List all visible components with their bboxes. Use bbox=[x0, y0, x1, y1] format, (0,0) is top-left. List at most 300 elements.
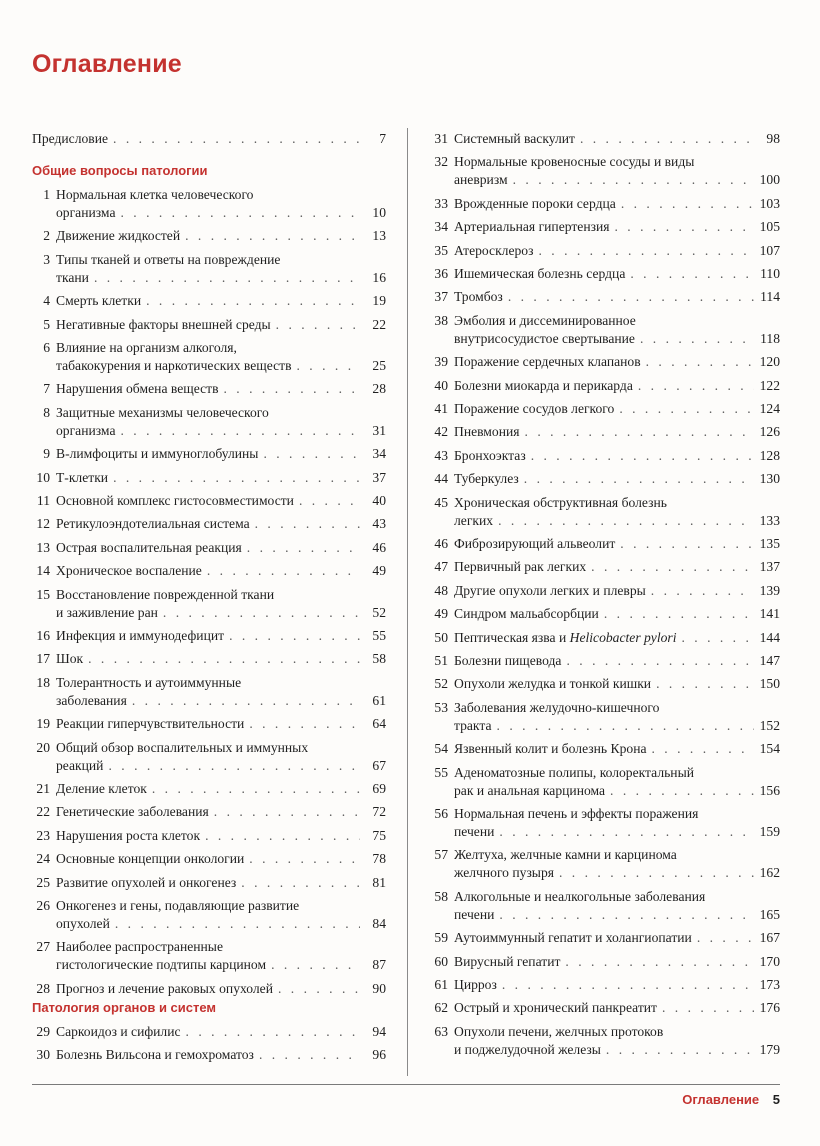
chapter-title-italic: Helicobacter pylori bbox=[569, 629, 677, 645]
leader-dots bbox=[113, 469, 360, 487]
chapter-title-line: гистологические подтипы карцином bbox=[56, 957, 267, 973]
toc-entry[interactable] bbox=[430, 242, 780, 260]
toc-entry[interactable] bbox=[430, 888, 780, 924]
section-heading: Общие вопросы патологии bbox=[32, 163, 208, 178]
leader-dots bbox=[604, 605, 754, 623]
chapter-title-line: Системный васкулит bbox=[454, 131, 575, 146]
chapter-number: 42 bbox=[434, 424, 448, 440]
toc-entry[interactable] bbox=[32, 1046, 386, 1064]
chapter-title-line: желчного пузыря bbox=[454, 865, 554, 881]
leader-dots bbox=[630, 265, 754, 283]
chapter-title-line: Эмболия и диссеминированное bbox=[454, 312, 636, 328]
page-number: 105 bbox=[759, 219, 780, 235]
toc-entry[interactable] bbox=[430, 953, 780, 971]
chapter-number: 39 bbox=[434, 354, 448, 370]
chapter-number: 51 bbox=[434, 653, 448, 668]
chapter-number: 56 bbox=[434, 806, 448, 821]
page-number: 144 bbox=[759, 629, 780, 645]
leader-dots bbox=[152, 780, 360, 798]
leader-dots bbox=[113, 130, 360, 148]
chapter-title-line: опухолей bbox=[56, 916, 110, 931]
leader-dots bbox=[146, 292, 360, 310]
leader-dots bbox=[580, 130, 754, 148]
page-number: 16 bbox=[372, 269, 386, 285]
page-number: 72 bbox=[372, 804, 386, 820]
page-number: 98 bbox=[766, 131, 780, 146]
page-number: 81 bbox=[372, 874, 386, 890]
page-number: 147 bbox=[759, 653, 780, 668]
page-number: 40 bbox=[372, 493, 386, 508]
leader-dots bbox=[559, 864, 754, 882]
leader-dots bbox=[185, 227, 360, 245]
leader-dots bbox=[249, 715, 360, 733]
toc-entry[interactable] bbox=[32, 980, 386, 998]
page-number: 130 bbox=[759, 471, 780, 487]
page-number: 78 bbox=[372, 851, 386, 867]
toc-entry[interactable] bbox=[430, 675, 780, 693]
toc-entry[interactable] bbox=[430, 535, 780, 553]
page-number: 46 bbox=[372, 539, 386, 555]
chapter-title-line: печени bbox=[454, 824, 495, 839]
chapter-number: 34 bbox=[434, 219, 448, 235]
chapter-title-line: Туберкулез bbox=[454, 471, 519, 487]
leader-dots bbox=[513, 171, 754, 189]
toc-entry[interactable] bbox=[430, 740, 780, 758]
chapter-title-line: Защитные механизмы человеческого bbox=[56, 404, 269, 420]
toc-entry[interactable] bbox=[430, 582, 780, 600]
page-title: Оглавление bbox=[32, 50, 182, 78]
page-number: 52 bbox=[372, 604, 386, 620]
chapter-title-line: Болезни миокарда и перикарда bbox=[454, 377, 633, 393]
chapter-title-line: и заживление ран bbox=[56, 604, 158, 620]
page-number: 19 bbox=[372, 293, 386, 309]
page-number: 7 bbox=[379, 131, 386, 146]
page-number: 165 bbox=[759, 906, 780, 922]
page-number: 100 bbox=[759, 172, 780, 188]
chapter-number: 47 bbox=[434, 559, 448, 575]
toc-entry[interactable] bbox=[32, 292, 386, 310]
leader-dots bbox=[606, 1041, 754, 1059]
page-number: 107 bbox=[759, 242, 780, 258]
page-number: 122 bbox=[759, 377, 780, 393]
leader-dots bbox=[565, 953, 754, 971]
chapter-number: 18 bbox=[36, 674, 50, 690]
toc-entry[interactable] bbox=[430, 1023, 780, 1059]
page-number: 154 bbox=[759, 741, 780, 757]
chapter-title-line: Т-клетки bbox=[56, 469, 109, 485]
toc-entry[interactable] bbox=[32, 492, 386, 510]
chapter-title-line: Влияние на организм алкоголя, bbox=[56, 340, 237, 355]
leader-dots bbox=[524, 470, 754, 488]
toc-entry[interactable] bbox=[32, 850, 386, 868]
toc-entry[interactable] bbox=[32, 316, 386, 334]
chapter-number: 48 bbox=[434, 582, 448, 598]
leader-dots bbox=[610, 782, 754, 800]
column-divider bbox=[407, 128, 408, 1076]
chapter-title-line: Врожденные пороки сердца bbox=[454, 195, 616, 211]
page-number: 179 bbox=[759, 1041, 780, 1057]
chapter-number: 54 bbox=[434, 741, 448, 757]
leader-dots bbox=[297, 357, 361, 375]
toc-entry[interactable] bbox=[430, 629, 780, 647]
chapter-number: 27 bbox=[36, 939, 50, 955]
chapter-number: 37 bbox=[434, 289, 448, 305]
chapter-title-line: организма bbox=[56, 205, 116, 220]
toc-entry[interactable] bbox=[32, 380, 386, 398]
page-number: 90 bbox=[372, 980, 386, 996]
leader-dots bbox=[538, 242, 754, 260]
toc-entry[interactable] bbox=[430, 218, 780, 236]
page-number: 10 bbox=[372, 205, 386, 220]
leader-dots bbox=[651, 582, 754, 600]
chapter-number: 31 bbox=[434, 131, 448, 146]
toc-entry[interactable] bbox=[430, 929, 780, 947]
chapter-number: 8 bbox=[43, 404, 50, 420]
toc-entry[interactable] bbox=[32, 586, 386, 622]
chapter-title-line: Опухоли печени, желчных протоков bbox=[454, 1023, 664, 1039]
page-number: 173 bbox=[759, 977, 780, 992]
chapter-title-line: тракта bbox=[454, 717, 492, 733]
leader-dots bbox=[620, 535, 754, 553]
leader-dots bbox=[621, 195, 754, 213]
chapter-number: 41 bbox=[434, 401, 448, 416]
chapter-title-line: организма bbox=[56, 422, 116, 438]
toc-entry[interactable] bbox=[430, 423, 780, 441]
leader-dots bbox=[656, 675, 754, 693]
chapter-number: 4 bbox=[43, 293, 50, 309]
chapter-number: 62 bbox=[434, 1000, 448, 1016]
chapter-number: 26 bbox=[36, 898, 50, 913]
chapter-number: 13 bbox=[36, 539, 50, 555]
toc-entry[interactable] bbox=[430, 558, 780, 576]
leader-dots bbox=[247, 539, 360, 557]
page-number: 87 bbox=[372, 957, 386, 973]
chapter-title-line: Нормальная клетка человеческого bbox=[56, 187, 254, 202]
leader-dots bbox=[646, 353, 754, 371]
chapter-number: 57 bbox=[434, 847, 448, 863]
page-number: 61 bbox=[372, 692, 386, 708]
chapter-title-line: Пептическая язва и bbox=[454, 629, 570, 645]
toc-entry[interactable] bbox=[32, 1023, 386, 1041]
page-number: 167 bbox=[759, 930, 780, 946]
chapter-number: 11 bbox=[36, 493, 50, 508]
chapter-title-line: Ишемическая болезнь сердца bbox=[454, 266, 626, 281]
chapter-title-line: Фиброзирующий альвеолит bbox=[454, 536, 616, 551]
page-number: 28 bbox=[372, 381, 386, 397]
chapter-title-line: ткани bbox=[56, 269, 89, 285]
chapter-title-line: Болезни пищевода bbox=[454, 653, 562, 668]
page-number: 13 bbox=[372, 228, 386, 244]
chapter-title-line: Онкогенез и гены, подавляющие развитие bbox=[56, 898, 300, 913]
chapter-title-line: Общий обзор воспалительных и иммунных bbox=[56, 739, 309, 755]
page-number: 152 bbox=[759, 717, 780, 733]
chapter-title-line: Тромбоз bbox=[454, 289, 503, 305]
page-number: 120 bbox=[759, 354, 780, 370]
chapter-number: 17 bbox=[36, 651, 50, 667]
chapter-title-line: Типы тканей и ответы на повреждение bbox=[56, 251, 281, 267]
chapter-title-line: Поражение сосудов легкого bbox=[454, 401, 615, 416]
toc-entry[interactable] bbox=[430, 494, 780, 530]
chapter-number: 3 bbox=[43, 251, 50, 267]
page-number: 67 bbox=[372, 757, 386, 773]
chapter-number: 40 bbox=[434, 377, 448, 393]
leader-dots bbox=[278, 980, 360, 998]
chapter-title-line: Другие опухоли легких и плевры bbox=[454, 582, 646, 598]
leader-dots bbox=[499, 823, 754, 841]
chapter-title-line: Поражение сердечных клапанов bbox=[454, 354, 641, 370]
chapter-title-line: Синдром мальабсорбции bbox=[454, 606, 599, 622]
page-number: 126 bbox=[759, 424, 780, 440]
toc-entry[interactable] bbox=[32, 897, 386, 933]
leader-dots bbox=[120, 204, 360, 222]
leader-dots bbox=[502, 976, 754, 994]
leader-dots bbox=[88, 650, 360, 668]
leader-dots bbox=[299, 492, 360, 510]
leader-dots bbox=[697, 929, 754, 947]
chapter-number: 10 bbox=[36, 469, 50, 485]
chapter-number: 33 bbox=[434, 195, 448, 211]
chapter-number: 46 bbox=[434, 536, 448, 551]
toc-entry[interactable] bbox=[32, 874, 386, 892]
page-number: 58 bbox=[372, 651, 386, 667]
chapter-number: 16 bbox=[36, 628, 50, 643]
chapter-number: 45 bbox=[434, 494, 448, 510]
chapter-title-line: Наиболее распространенные bbox=[56, 939, 223, 955]
chapter-title-line: рак и анальная карцинома bbox=[454, 782, 606, 798]
leader-dots bbox=[531, 447, 754, 465]
toc-entry[interactable] bbox=[32, 404, 386, 440]
toc-entry[interactable] bbox=[430, 846, 780, 882]
toc-entry[interactable] bbox=[32, 650, 386, 668]
chapter-title-line: реакций bbox=[56, 757, 104, 773]
chapter-number: 43 bbox=[434, 447, 448, 463]
chapter-title-line: Движение жидкостей bbox=[56, 228, 181, 244]
page-number: 64 bbox=[372, 716, 386, 732]
toc-entry[interactable] bbox=[430, 130, 780, 148]
page-number: 22 bbox=[372, 316, 386, 332]
page-number: 159 bbox=[759, 824, 780, 839]
leader-dots bbox=[132, 692, 360, 710]
chapter-title-line: Бронхоэктаз bbox=[454, 447, 526, 463]
leader-dots bbox=[263, 445, 360, 463]
leader-dots bbox=[241, 874, 360, 892]
toc-entry[interactable] bbox=[32, 515, 386, 533]
chapter-number: 2 bbox=[43, 228, 50, 244]
page-number: 118 bbox=[760, 330, 780, 346]
chapter-number: 19 bbox=[36, 716, 50, 732]
chapter-number: 20 bbox=[36, 739, 50, 755]
chapter-number: 22 bbox=[36, 804, 50, 820]
chapter-number: 5 bbox=[43, 316, 50, 332]
toc-entry[interactable] bbox=[430, 265, 780, 283]
leader-dots bbox=[566, 652, 754, 670]
chapter-title-line: Болезнь Вильсона и гемохроматоз bbox=[56, 1047, 254, 1063]
toc-entry[interactable] bbox=[430, 976, 780, 994]
chapter-title-line: заболевания bbox=[56, 692, 127, 708]
chapter-title-line: Основной комплекс гистосовместимости bbox=[56, 493, 294, 508]
leader-dots bbox=[276, 316, 360, 334]
chapter-number: 53 bbox=[434, 699, 448, 715]
toc-entry[interactable] bbox=[430, 652, 780, 670]
leader-dots bbox=[108, 757, 360, 775]
page-number: 150 bbox=[759, 676, 780, 692]
chapter-number: 60 bbox=[434, 953, 448, 969]
section-heading: Патология органов и систем bbox=[32, 1000, 217, 1015]
chapter-number: 35 bbox=[434, 242, 448, 258]
chapter-number: 30 bbox=[36, 1047, 50, 1063]
page-number: 49 bbox=[372, 563, 386, 579]
chapter-title-line: Смерть клетки bbox=[56, 293, 142, 309]
chapter-title-line: Генетические заболевания bbox=[56, 804, 209, 820]
leader-dots bbox=[224, 380, 361, 398]
toc-entry[interactable] bbox=[430, 470, 780, 488]
leader-dots bbox=[499, 906, 754, 924]
chapter-title-line: внутрисосудистое свертывание bbox=[454, 330, 635, 346]
chapter-title-line: Саркоидоз и сифилис bbox=[56, 1024, 181, 1039]
leader-dots bbox=[681, 629, 754, 647]
toc-entry[interactable] bbox=[430, 805, 780, 841]
chapter-number: 61 bbox=[434, 977, 448, 992]
leader-dots bbox=[94, 269, 360, 287]
leader-dots bbox=[591, 558, 754, 576]
chapter-number: 55 bbox=[434, 764, 448, 780]
toc-entry[interactable] bbox=[430, 764, 780, 800]
page-number: 96 bbox=[372, 1047, 386, 1063]
chapter-title-line: Нарушения роста клеток bbox=[56, 827, 201, 843]
leader-dots bbox=[207, 562, 360, 580]
page-number: 75 bbox=[372, 827, 386, 843]
toc-entry[interactable] bbox=[32, 469, 386, 487]
page-number: 137 bbox=[759, 559, 780, 575]
page-number: 25 bbox=[372, 358, 386, 373]
chapter-title-line: Аутоиммунный гепатит и холангиопатии bbox=[454, 930, 692, 946]
page-number: 34 bbox=[372, 446, 386, 462]
page-number: 124 bbox=[759, 401, 780, 416]
toc-entry[interactable] bbox=[430, 312, 780, 348]
footer-page-number: 5 bbox=[772, 1092, 780, 1107]
leader-dots bbox=[615, 218, 755, 236]
leader-dots bbox=[115, 915, 360, 933]
footer-rule bbox=[32, 1084, 780, 1085]
toc-entry[interactable] bbox=[32, 739, 386, 775]
chapter-title-line: В-лимфоциты и иммуноглобулины bbox=[56, 446, 259, 462]
toc-entry[interactable] bbox=[430, 400, 780, 418]
chapter-title-line: Опухоли желудка и тонкой кишки bbox=[454, 676, 652, 692]
chapter-number: 12 bbox=[36, 516, 50, 532]
chapter-title-line: Хроническая обструктивная болезнь bbox=[454, 494, 667, 510]
toc-entry[interactable] bbox=[32, 186, 386, 222]
chapter-number: 32 bbox=[434, 154, 448, 170]
toc-entry[interactable] bbox=[32, 445, 386, 463]
page-number: 43 bbox=[372, 516, 386, 532]
chapter-number: 50 bbox=[434, 629, 448, 645]
toc-entry[interactable] bbox=[430, 699, 780, 735]
toc-entry[interactable] bbox=[430, 999, 780, 1017]
leader-dots bbox=[652, 740, 755, 758]
toc-entry[interactable] bbox=[32, 938, 386, 974]
toc-entry[interactable] bbox=[32, 803, 386, 821]
chapter-number: 21 bbox=[36, 781, 50, 796]
leader-dots bbox=[525, 423, 754, 441]
toc-entry[interactable] bbox=[430, 288, 780, 306]
toc-entry[interactable] bbox=[32, 130, 386, 148]
leader-dots bbox=[508, 288, 754, 306]
chapter-title-line: Нормальная печень и эффекты поражения bbox=[454, 806, 699, 821]
leader-dots bbox=[229, 627, 360, 645]
chapter-title-line: Первичный рак легких bbox=[454, 559, 587, 575]
toc-entry[interactable] bbox=[32, 227, 386, 245]
chapter-number: 52 bbox=[434, 676, 448, 692]
chapter-title-line: Нарушения обмена веществ bbox=[56, 381, 219, 397]
chapter-number: 28 bbox=[36, 980, 50, 996]
chapter-title-line: Развитие опухолей и онкогенез bbox=[56, 874, 237, 890]
page-footer bbox=[682, 1092, 780, 1107]
page-number: 55 bbox=[372, 628, 386, 643]
toc-entry[interactable] bbox=[430, 153, 780, 189]
chapter-title-line: Острая воспалительная реакция bbox=[56, 539, 242, 555]
chapter-title-line: Желтуха, желчные камни и карцинома bbox=[454, 847, 677, 863]
chapter-title-line: Хроническое воспаление bbox=[56, 563, 202, 579]
chapter-title-line: Пневмония bbox=[454, 424, 520, 440]
chapter-number: 29 bbox=[36, 1024, 50, 1039]
chapter-number: 49 bbox=[434, 606, 448, 622]
chapter-number: 1 bbox=[43, 187, 50, 202]
leader-dots bbox=[214, 803, 360, 821]
chapter-title-line: Артериальная гипертензия bbox=[454, 219, 610, 235]
toc-entry[interactable] bbox=[32, 539, 386, 557]
page-number: 84 bbox=[372, 916, 386, 931]
leader-dots bbox=[271, 956, 360, 974]
leader-dots bbox=[662, 999, 754, 1017]
chapter-number: 44 bbox=[434, 471, 448, 487]
chapter-title-line: Алкогольные и неалкогольные заболевания bbox=[454, 888, 706, 904]
chapter-title-line: Толерантность и аутоиммунные bbox=[56, 674, 242, 690]
toc-entry[interactable] bbox=[32, 780, 386, 798]
page-number: 162 bbox=[759, 865, 780, 881]
leader-dots bbox=[497, 717, 754, 735]
toc-entry[interactable] bbox=[430, 353, 780, 371]
page-number: 141 bbox=[759, 606, 780, 622]
toc-entry[interactable] bbox=[32, 715, 386, 733]
chapter-title-line: Реакции гиперчувствительности bbox=[56, 716, 245, 732]
chapter-number: 25 bbox=[36, 874, 50, 890]
toc-entry[interactable] bbox=[430, 447, 780, 465]
toc-entry[interactable] bbox=[32, 562, 386, 580]
page-number: 37 bbox=[372, 469, 386, 485]
chapter-title-line: Цирроз bbox=[454, 977, 497, 992]
toc-entry[interactable] bbox=[32, 674, 386, 710]
toc-entry[interactable] bbox=[430, 605, 780, 623]
page-number: 110 bbox=[760, 266, 780, 281]
footer-label: Оглавление bbox=[682, 1092, 760, 1107]
chapter-number: 24 bbox=[36, 851, 50, 867]
toc-entry[interactable] bbox=[32, 827, 386, 845]
page-number: 133 bbox=[759, 512, 780, 528]
toc-entry[interactable] bbox=[32, 627, 386, 645]
toc-entry[interactable] bbox=[32, 339, 386, 375]
toc-entry[interactable] bbox=[430, 377, 780, 395]
page-number: 135 bbox=[759, 536, 780, 551]
chapter-title-line: Аденоматозные полипы, колоректальный bbox=[454, 764, 694, 780]
toc-entry[interactable] bbox=[430, 195, 780, 213]
chapter-title-line: табакокурения и наркотических веществ bbox=[56, 358, 292, 373]
chapter-title-line: Основные концепции онкологии bbox=[56, 851, 245, 867]
page-number: 31 bbox=[372, 422, 386, 438]
page-number: 176 bbox=[759, 1000, 780, 1016]
page-number: 156 bbox=[759, 782, 780, 798]
chapter-title-line: Атеросклероз bbox=[454, 242, 534, 258]
toc-entry[interactable] bbox=[32, 251, 386, 287]
